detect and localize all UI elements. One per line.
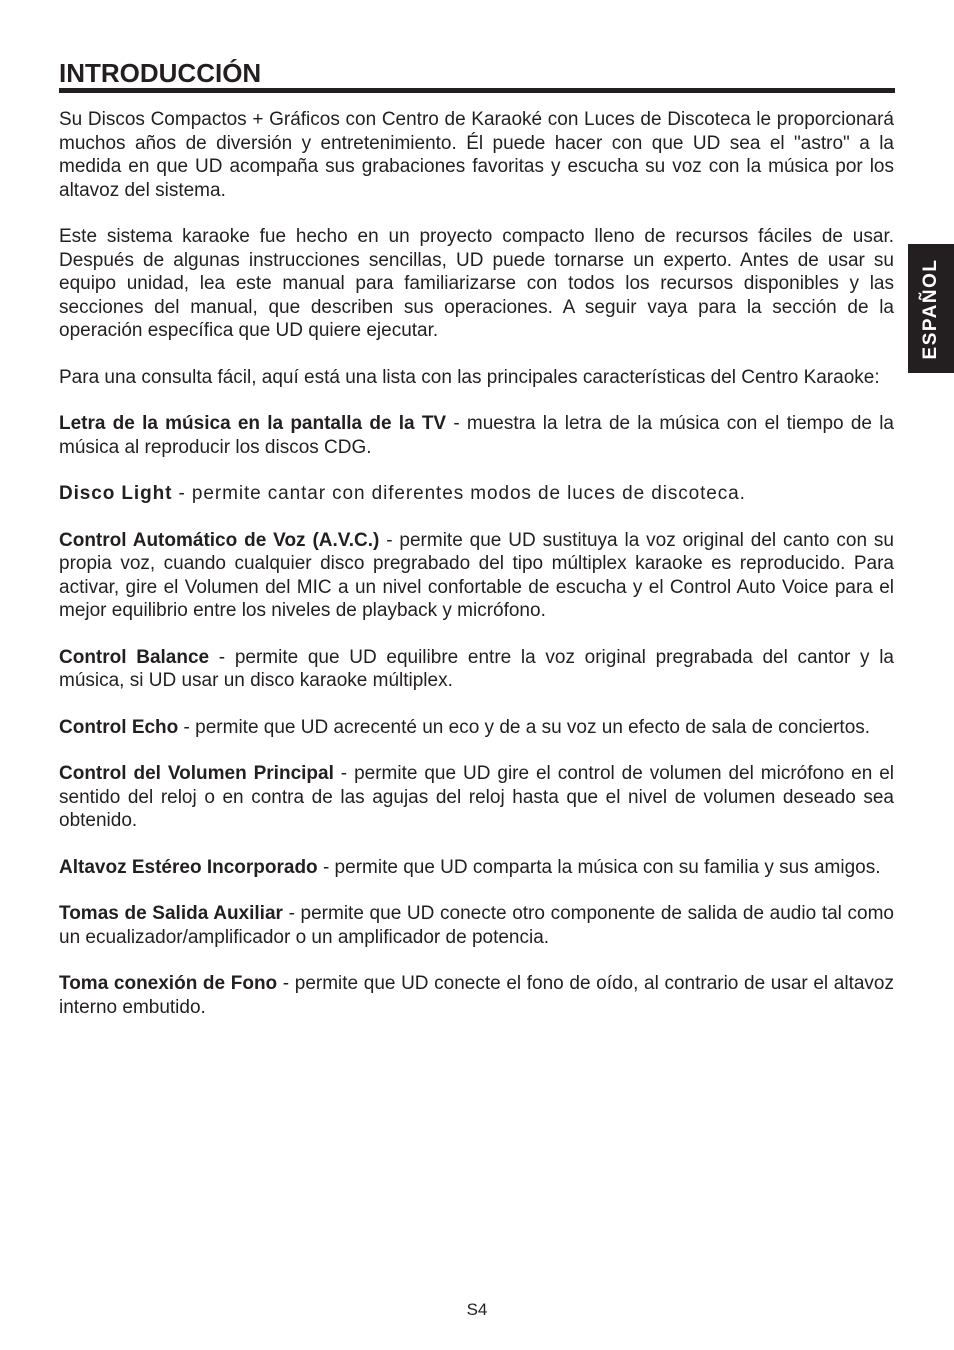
language-tab-label: ESPAÑOL — [920, 258, 941, 359]
feature-item — [59, 412, 894, 459]
feature-item — [59, 762, 894, 833]
feature-term: Toma conexión de Fono — [59, 973, 278, 994]
feature-description: - permite que UD equilibre entre la voz original pregrabada del cantor y la música, si UD usar un disco karaoke múltiplex. — [59, 646, 894, 691]
feature-description: - permite que UD comparta la música con su familia y sus amigos. — [317, 856, 881, 878]
feature-description: - permite que UD acrecenté un eco y de a su voz un efecto de sala de conciertos. — [178, 716, 871, 738]
page-number: S4 — [466, 1300, 488, 1319]
feature-term: Tomas de Salida Auxiliar — [59, 903, 283, 924]
feature-description: - permite que UD conecte otro componente de salida de audio tal como un ecualizador/amplificador o un amplificador de potencia. — [59, 903, 894, 948]
feature-item — [59, 902, 894, 949]
feature-item — [59, 716, 894, 740]
intro-paragraph-3: Para una consulta fácil, aquí está una lista con las principales características del Centro Karaoke: — [59, 366, 880, 388]
feature-description: - permite que UD gire el control de volumen del micrófono en el sentido del reloj o en contra de las agujas del reloj hasta que el nivel de volumen deseado sea obtenido. — [59, 763, 894, 831]
feature-item — [59, 529, 894, 623]
feature-term: Letra de la música en la pantalla de la TV — [59, 413, 447, 434]
feature-description: - permite cantar con diferentes modos de luces de discoteca. — [172, 483, 746, 504]
feature-term: Altavoz Estéreo Incorporado — [59, 856, 318, 878]
feature-item — [59, 856, 894, 880]
feature-item — [59, 646, 894, 693]
page-title: INTRODUCCIÓN — [59, 58, 262, 88]
language-tab — [908, 244, 954, 373]
feature-description: - permite que UD conecte el fono de oído, al contrario de usar el altavoz interno embutido. — [59, 973, 894, 1018]
page-heading — [59, 58, 895, 93]
feature-term: Control del Volumen Principal — [59, 763, 334, 784]
intro-paragraph-1: Su Discos Compactos + Gráficos con Centro de Karaoké con Luces de Discoteca le proporcionará muchos años de diversión y entretenimiento. Él puede hacer con que UD sea el "astro" a la medida en que UD acompaña sus grabaciones favoritas y escucha su voz con la música por los altavoz del sistema. — [59, 109, 894, 201]
feature-description: - permite que UD sustituya la voz original del canto con su propia voz, cuando cualquier disco pregrabado del tipo múltiplex karaoke es reproducido. Para activar, gire el Volumen del MIC a un nivel confortable de escucha y el Control Auto Voice para el mejor equilibrio entre los niveles de playback y micrófono. — [59, 529, 894, 621]
intro-paragraph-2: Este sistema karaoke fue hecho en un proyecto compacto lleno de recursos fáciles de usar. Después de algunas instrucciones sencillas, UD puede tornarse un experto. Antes de usar su equipo unidad, lea este manual para familiarizarse con todos los recursos disponibles y las secciones del manual, que describen sus operaciones. A seguir vaya para la sección de la operación específica que UD quiere ejecutar. — [59, 226, 894, 341]
feature-term: Control Automático de Voz (A.V.C.) — [59, 529, 380, 551]
feature-description: - muestra la letra de la música con el tiempo de la música al reproducir los discos CDG. — [59, 413, 894, 458]
feature-item — [59, 972, 894, 1019]
feature-item — [59, 482, 894, 506]
feature-term: Disco Light — [59, 483, 173, 504]
main-content — [59, 108, 894, 1042]
feature-term: Control Echo — [59, 716, 179, 738]
feature-term: Control Balance — [59, 646, 210, 668]
